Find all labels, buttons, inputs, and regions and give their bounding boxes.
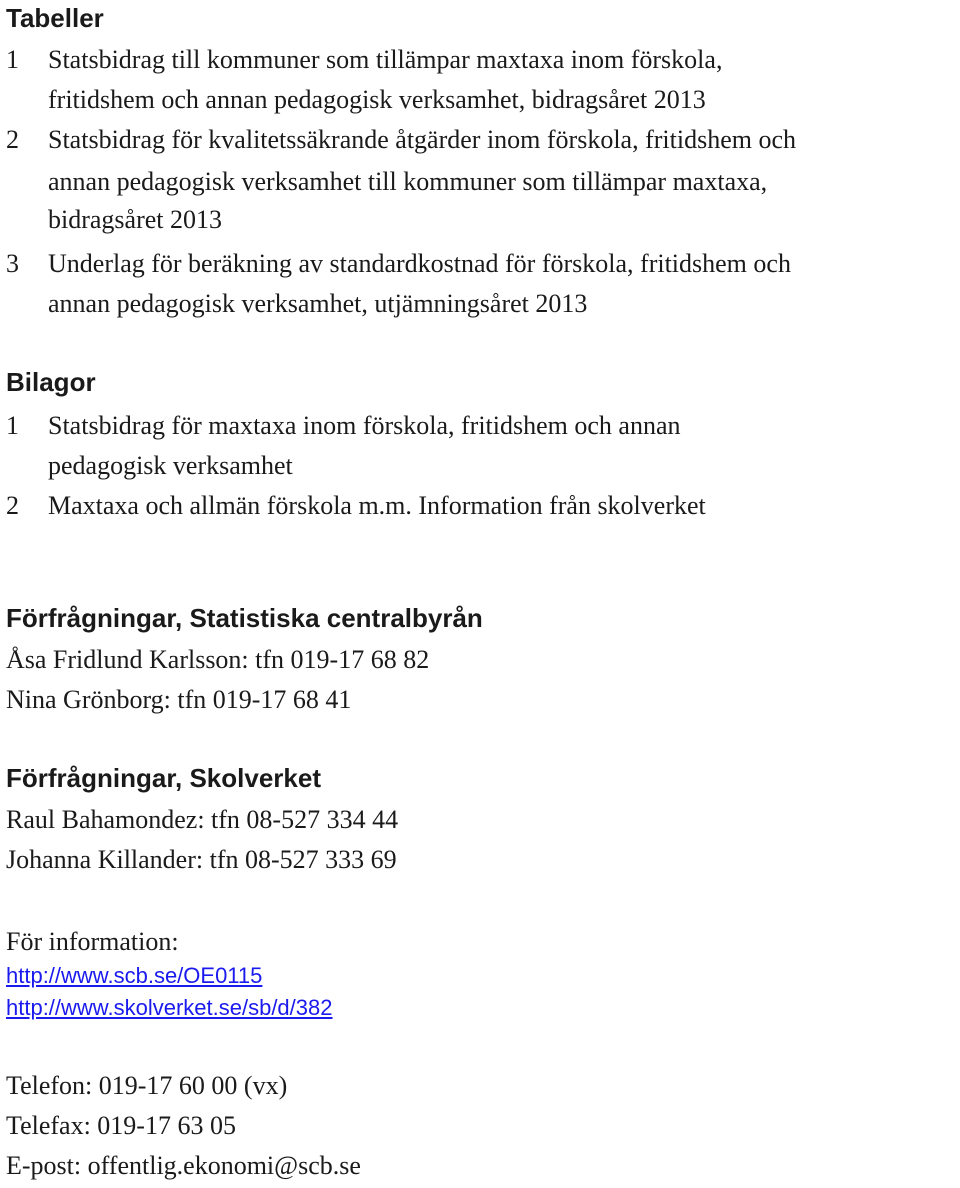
footer-phone: Telefon: 019-17 60 00 (vx) <box>6 1071 288 1100</box>
tabeller-item-3-text: Underlag för beräkning av standardkostnad för förskola, fritidshem och <box>48 249 791 278</box>
tabeller-item-3-line-1 <box>6 244 791 284</box>
bilagor-item-2-number: 2 <box>6 491 19 520</box>
bilagor-item-1-text: Statsbidrag för maxtaxa inom förskola, fritidshem och annan <box>48 411 681 440</box>
tabeller-item-2-line-2: annan pedagogisk verksamhet till kommuner som tillämpar maxtaxa, <box>48 167 768 196</box>
tabeller-item-2-line-3: bidragsåret 2013 <box>48 205 223 234</box>
bilagor-item-2-line-1 <box>6 486 706 526</box>
skolverket-contact-line-1: Raul Bahamondez: tfn 08-527 334 44 <box>6 805 399 834</box>
skolverket-contact-line-2: Johanna Killander: tfn 08-527 333 69 <box>6 845 397 874</box>
skolverket-contact-heading: Förfrågningar, Skolverket <box>6 763 321 793</box>
tabeller-item-2-line-1 <box>6 120 796 160</box>
bilagor-heading: Bilagor <box>6 367 96 397</box>
tabeller-item-1-text: Statsbidrag till kommuner som tillämpar maxtaxa inom förskola, <box>48 45 723 74</box>
bilagor-item-2-text: Maxtaxa och allmän förskola m.m. Information från skolverket <box>48 491 706 520</box>
bilagor-item-1-number: 1 <box>6 411 19 440</box>
tabeller-item-2-text: Statsbidrag för kvalitetssäkrande åtgärder inom förskola, fritidshem och <box>48 125 797 154</box>
tabeller-item-1-line-2: fritidshem och annan pedagogisk verksamhet, bidragsåret 2013 <box>48 85 706 114</box>
tabeller-item-1-number: 1 <box>6 45 19 74</box>
information-label: För information: <box>6 927 179 956</box>
scb-link[interactable]: http://www.scb.se/OE0115 <box>6 963 263 988</box>
tabeller-item-2-number: 2 <box>6 125 19 154</box>
skolverket-link[interactable]: http://www.skolverket.se/sb/d/382 <box>6 995 333 1020</box>
footer-email: E-post: offentlig.ekonomi@scb.se <box>6 1151 361 1180</box>
tabeller-item-1-line-1 <box>6 40 722 80</box>
scb-contact-heading: Förfrågningar, Statistiska centralbyrån <box>6 603 483 633</box>
bilagor-item-1-line-2: pedagogisk verksamhet <box>48 451 293 480</box>
scb-contact-line-1: Åsa Fridlund Karlsson: tfn 019-17 68 82 <box>6 645 430 674</box>
scb-contact-line-2: Nina Grönborg: tfn 019-17 68 41 <box>6 685 352 714</box>
tabeller-item-3-line-2: annan pedagogisk verksamhet, utjämningsåret 2013 <box>48 289 588 318</box>
tabeller-heading: Tabeller <box>6 3 104 33</box>
tabeller-item-3-number: 3 <box>6 249 19 278</box>
bilagor-item-1-line-1 <box>6 406 681 446</box>
footer-fax: Telefax: 019-17 63 05 <box>6 1111 236 1140</box>
